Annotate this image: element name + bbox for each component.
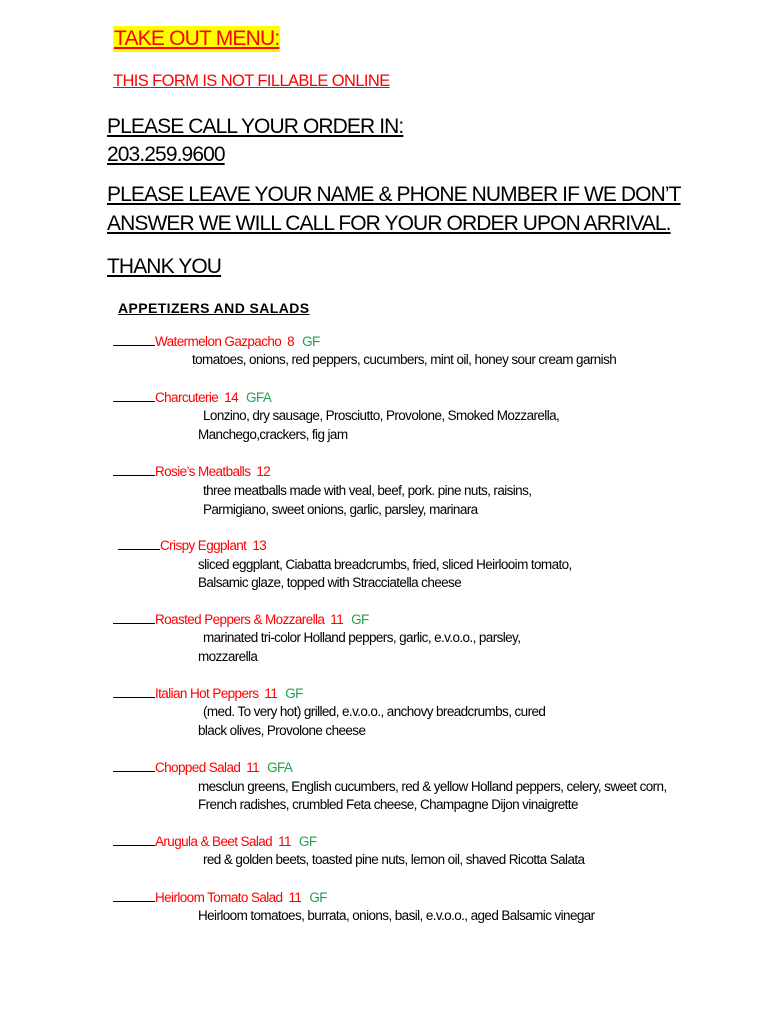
call-in-instruction: PLEASE CALL YOUR ORDER IN: xyxy=(107,115,404,138)
item-price: 11 xyxy=(264,686,278,701)
quantity-blank xyxy=(113,463,155,476)
menu-item-header xyxy=(113,685,303,703)
item-description: Parmigiano, sweet onions, garlic, parsley, marinara xyxy=(203,502,478,517)
item-name: Arugula & Beet Salad xyxy=(155,834,273,849)
menu-item-header xyxy=(118,537,274,555)
item-name: Roasted Peppers & Mozzarella xyxy=(155,612,325,627)
item-description: sliced eggplant, Ciabatta breadcrumbs, fried, sliced Heirlooim tomato, xyxy=(198,557,572,572)
item-diet-tag: GF xyxy=(309,890,327,905)
section-title: APPETIZERS AND SALADS xyxy=(118,300,310,316)
item-description: Balsamic glaze, topped with Stracciatella cheese xyxy=(198,575,462,590)
item-description: mesclun greens, English cucumbers, red & yellow Holland peppers, celery, sweet corn, xyxy=(198,779,667,794)
item-name: Charcuterie xyxy=(155,390,219,405)
item-description: marinated tri-color Holland peppers, garlic, e.v.o.o., parsley, xyxy=(203,630,521,645)
menu-item-header xyxy=(113,463,278,481)
quantity-blank xyxy=(113,685,155,698)
item-name: Chopped Salad xyxy=(155,760,241,775)
item-diet-tag: GFA xyxy=(267,760,293,775)
item-name: Crispy Eggplant xyxy=(160,538,247,553)
leave-message-instruction: PLEASE LEAVE YOUR NAME & PHONE NUMBER IF WE DON’T ANSWER WE WILL CALL FOR YOUR ORDER UPON ARRIVAL. xyxy=(107,183,681,235)
item-diet-tag: GF xyxy=(298,834,317,849)
menu-item-header xyxy=(113,333,320,351)
item-name: Heirloom Tomato Salad xyxy=(155,890,283,905)
quantity-blank xyxy=(113,389,155,402)
item-name: Italian Hot Peppers xyxy=(155,686,259,701)
item-price: 14 xyxy=(224,390,239,405)
item-price: 12 xyxy=(256,464,271,479)
menu-item-header xyxy=(113,759,292,777)
item-diet-tag: GF xyxy=(302,334,320,349)
item-description: French radishes, crumbled Feta cheese, Champagne Dijon vinaigrette xyxy=(198,797,578,812)
menu-title: TAKE OUT MENU: xyxy=(114,27,280,50)
menu-item-header xyxy=(113,889,327,907)
item-diet-tag: GF xyxy=(285,686,303,701)
quantity-blank xyxy=(113,333,155,346)
item-diet-tag: GFA xyxy=(246,390,272,405)
item-description: Lonzino, dry sausage, Prosciutto, Provolone, Smoked Mozzarella, xyxy=(203,408,560,423)
item-name: Rosie’s Meatballs xyxy=(155,464,251,479)
menu-item-header xyxy=(113,389,271,407)
quantity-blank xyxy=(113,889,155,902)
item-description: three meatballs made with veal, beef, pork. pine nuts, raisins, xyxy=(203,483,532,498)
item-price: 13 xyxy=(252,538,267,553)
item-description: (med. To very hot) grilled, e.v.o.o., anchovy breadcrumbs, cured xyxy=(203,704,546,719)
not-fillable-notice: THIS FORM IS NOT FILLABLE ONLINE xyxy=(113,72,390,90)
quantity-blank xyxy=(118,537,160,550)
item-description: Manchego,crackers, fig jam xyxy=(198,427,348,442)
quantity-blank xyxy=(113,611,155,624)
item-price: 8 xyxy=(287,334,295,349)
phone-number: 203.259.9600 xyxy=(107,143,225,166)
quantity-blank xyxy=(113,833,155,846)
item-price: 11 xyxy=(330,612,344,627)
item-description: tomatoes, onions, red peppers, cucumbers, mint oil, honey sour cream garnish xyxy=(192,352,617,367)
item-description: mozzarella xyxy=(198,649,258,664)
item-description: Heirloom tomatoes, burrata, onions, basil, e.v.o.o., aged Balsamic vinegar xyxy=(198,908,595,923)
quantity-blank xyxy=(113,759,155,772)
item-price: 11 xyxy=(278,834,291,849)
item-name: Watermelon Gazpacho xyxy=(155,334,282,349)
item-description: red & golden beets, toasted pine nuts, lemon oil, shaved Ricotta Salata xyxy=(203,852,585,867)
thank-you: THANK YOU xyxy=(107,255,222,278)
item-description: black olives, Provolone cheese xyxy=(198,723,366,738)
item-diet-tag: GF xyxy=(351,612,369,627)
item-price: 11 xyxy=(288,890,302,905)
menu-item-header xyxy=(113,611,369,629)
item-price: 11 xyxy=(246,760,260,775)
menu-item-header xyxy=(113,833,316,851)
